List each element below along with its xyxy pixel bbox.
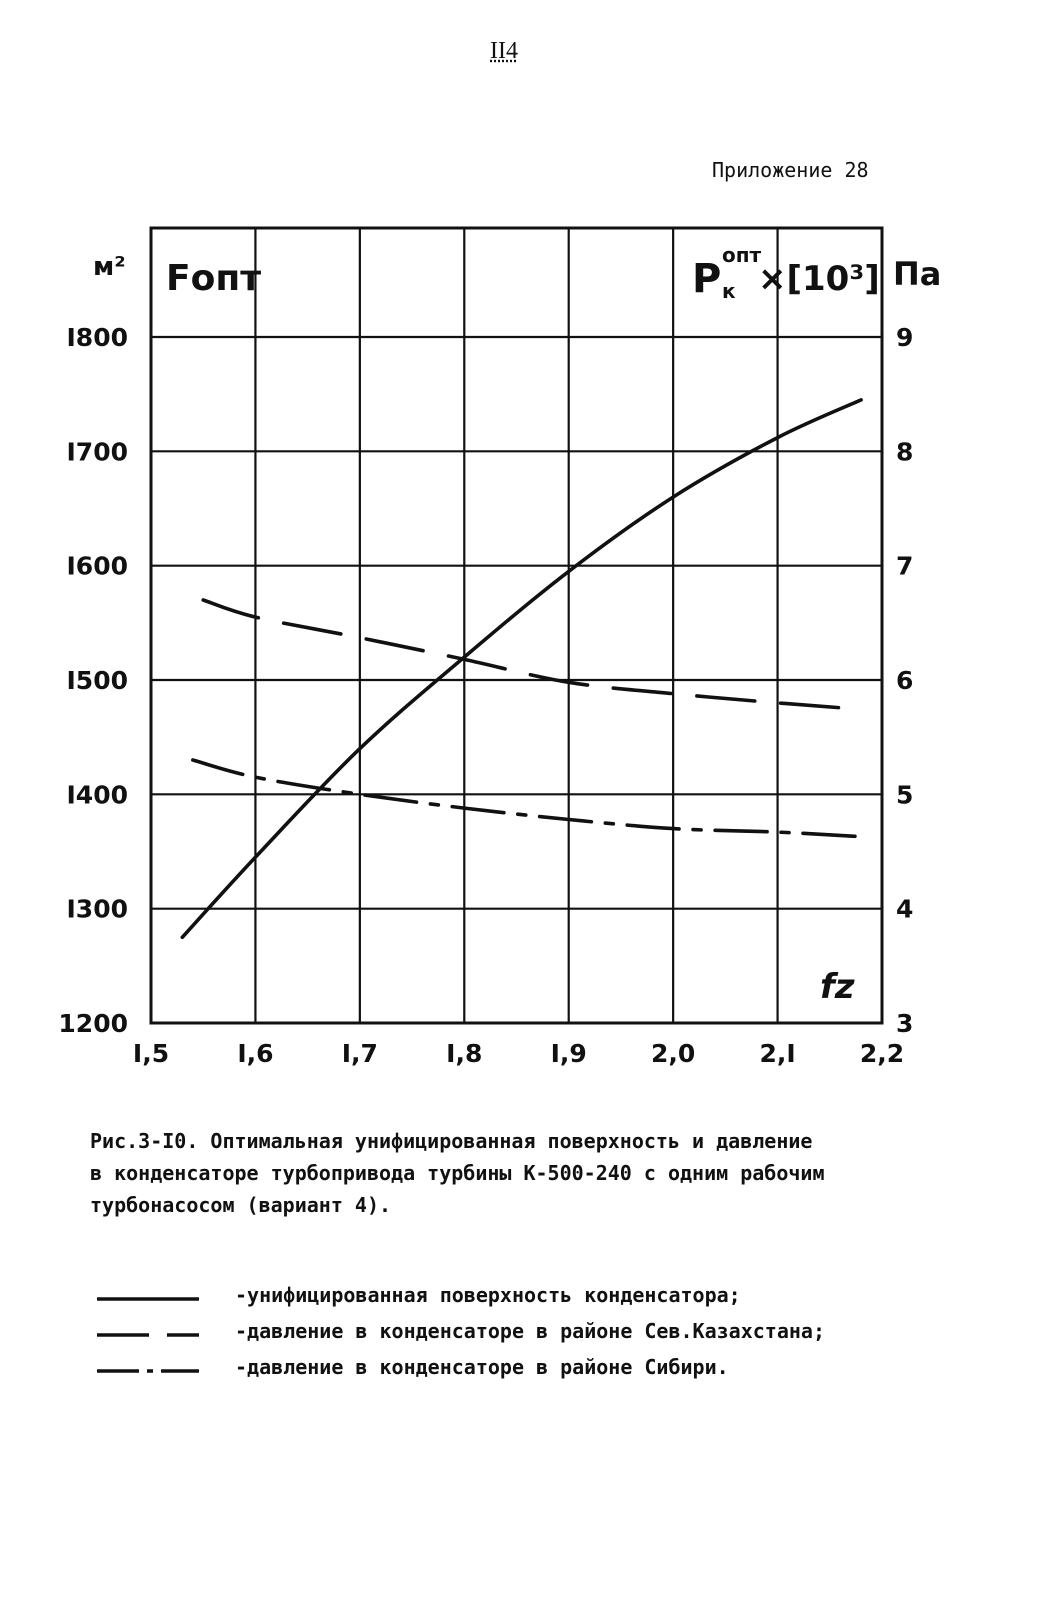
- x-tick-label: 2,0: [650, 1039, 696, 1068]
- series-line-dashed: [203, 600, 851, 709]
- legend-swatch-dashdot: [95, 1361, 205, 1381]
- left-tick-label: I400: [66, 780, 128, 810]
- left-tick-label: I800: [66, 323, 128, 352]
- caption-line: в конденсаторе турбопривода турбины К-500-240 с одним рабочим: [90, 1161, 825, 1185]
- legend-swatch-dashed: [95, 1325, 205, 1345]
- legend-label: -давление в конденсаторе в районе Сибири.: [235, 1355, 729, 1379]
- right-tick-label: 6: [896, 666, 914, 695]
- left-tick-label: I600: [66, 551, 128, 581]
- left-axis-ticks: [58, 323, 128, 1038]
- right-axis-unit: Па: [893, 255, 942, 293]
- right-axis-multiplier: ×[10³]: [758, 259, 880, 299]
- x-tick-label: I,6: [237, 1039, 274, 1068]
- x-axis-ticks: [133, 1039, 904, 1068]
- x-tick-label: 2,I: [759, 1039, 796, 1068]
- legend-swatch-solid: [95, 1289, 205, 1309]
- left-axis-label: Fопт: [166, 258, 262, 299]
- figure-caption: [90, 1125, 990, 1221]
- left-tick-label: I500: [66, 666, 128, 695]
- left-tick-label: 1200: [58, 1009, 128, 1038]
- x-tick-label: I,8: [446, 1039, 483, 1068]
- legend-label: -унифицированная поверхность конденсатора;: [235, 1283, 741, 1307]
- right-axis-label-main: P: [692, 256, 722, 302]
- x-tick-label: I,5: [132, 1039, 170, 1068]
- right-axis-label-sub: к: [722, 279, 736, 303]
- right-tick-label: 4: [896, 894, 914, 924]
- x-tick-label: 2,2: [859, 1039, 905, 1068]
- left-tick-label: I700: [66, 437, 128, 467]
- page-number: II4: [490, 38, 518, 64]
- series-line-dashdot: [193, 760, 861, 837]
- legend-label: -давление в конденсаторе в районе Сев.Казахстана;: [235, 1319, 826, 1343]
- right-axis-label-sup: опт: [722, 243, 762, 267]
- appendix-label: Приложение 28: [712, 158, 869, 182]
- plot-frame: [151, 228, 882, 1023]
- right-tick-label: 3: [896, 1009, 914, 1038]
- left-axis-unit: м²: [93, 252, 126, 282]
- right-tick-label: 8: [896, 437, 914, 467]
- chart-curves: [182, 400, 861, 937]
- right-tick-label: 7: [896, 551, 914, 581]
- left-tick-label: I300: [66, 894, 128, 924]
- x-axis-label: fz: [820, 967, 855, 1007]
- caption-line: Рис.3-I0. Оптимальная унифицированная поверхность и давление: [90, 1129, 813, 1153]
- series-line-solid: [182, 400, 861, 937]
- right-tick-label: 9: [896, 323, 914, 352]
- chart-grid: [151, 228, 882, 1023]
- x-tick-label: I,9: [550, 1039, 587, 1068]
- x-tick-label: I,7: [341, 1039, 378, 1068]
- right-axis-ticks: [896, 323, 913, 1038]
- right-tick-label: 5: [896, 780, 914, 810]
- caption-line: турбонасосом (вариант 4).: [90, 1193, 392, 1217]
